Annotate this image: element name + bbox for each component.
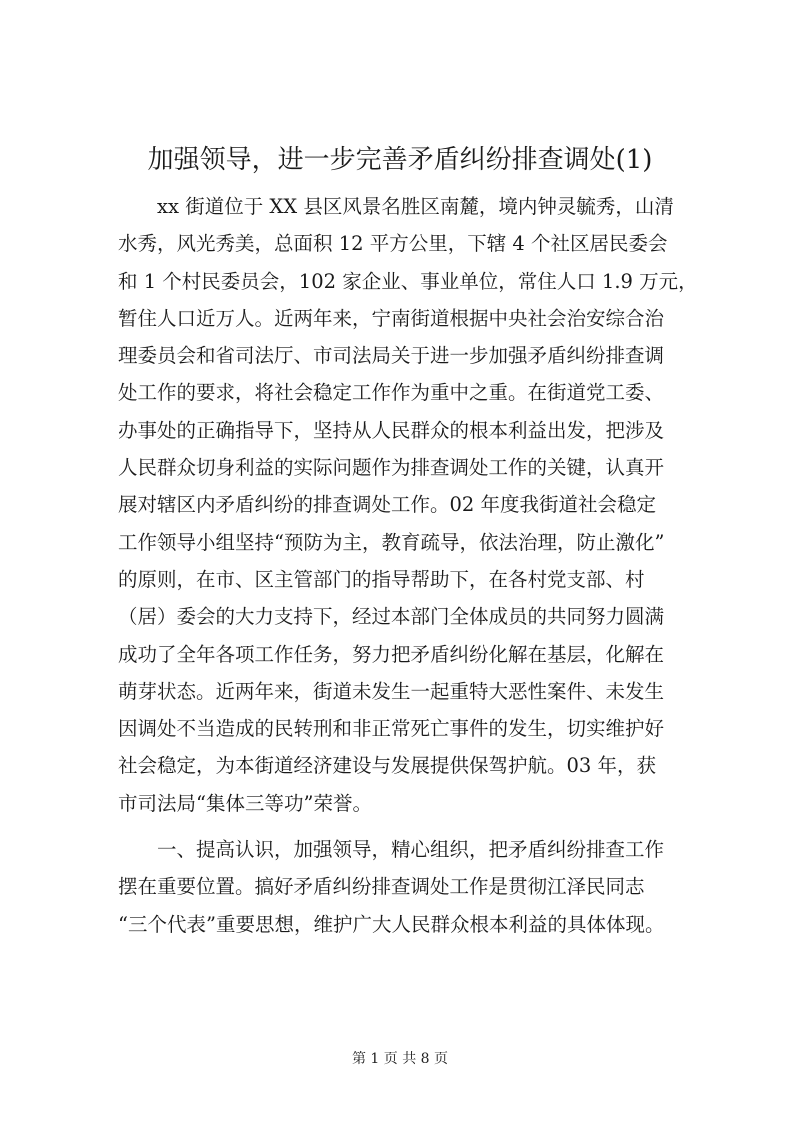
paragraph-line: 和 1 个村民委员会，102 家企业、事业单位，常住人口 1.9 万元，	[118, 269, 698, 293]
paragraph-line: 展对辖区内矛盾纠纷的排查调处工作。02 年度我街道社会稳定	[118, 493, 657, 517]
paragraph-line: 一、提高认识，加强领导，精心组织，把矛盾纠纷排查工作	[157, 838, 665, 862]
paragraph-line: 社会稳定，为本街道经济建设与发展提供保驾护航。03 年，获	[118, 754, 657, 778]
document-title: 加强领导，进一步完善矛盾纠纷排查调处(1)	[147, 145, 653, 175]
paragraph-line: 成功了全年各项工作任务，努力把矛盾纠纷化解在基层，化解在	[118, 642, 665, 666]
paragraph-2	[118, 831, 690, 943]
paragraph-line: xx 街道位于 XX 县区风景名胜区南麓，境内钟灵毓秀，山清	[157, 195, 674, 218]
paragraph-line: 市司法局“集体三等功”荣誉。	[118, 791, 372, 815]
paragraph-line: “三个代表”重要思想，维护广大人民群众根本利益的具体体现。	[118, 912, 665, 936]
paragraph-line: 暂住人口近万人。近两年来，宁南街道根据中央社会治安综合治	[118, 306, 665, 330]
paragraph-line: 工作领导小组坚持“预防为主，教育疏导，依法治理，防止激化”	[118, 530, 665, 554]
paragraph-line: 处工作的要求，将社会稳定工作作为重中之重。在街道党工委、	[118, 381, 665, 405]
paragraph-line: 摆在重要位置。搞好矛盾纠纷排查调处工作是贯彻江泽民同志	[118, 875, 645, 899]
document-body	[118, 188, 698, 943]
paragraph-line: （居）委会的大力支持下，经过本部门全体成员的共同努力圆满	[118, 605, 665, 629]
paragraph-spacer	[118, 822, 690, 831]
paragraph-line: 水秀，风光秀美，总面积 12 平方公里，下辖 4 个社区居民委会	[118, 232, 668, 256]
paragraph-line: 办事处的正确指导下，坚持从人民群众的根本利益出发，把涉及	[118, 418, 665, 442]
paragraph-line: 的原则，在市、区主管部门的指导帮助下，在各村党支部、村	[118, 567, 645, 591]
page-footer: 第 1 页 共 8 页	[351, 1051, 449, 1067]
paragraph-line: 因调处不当造成的民转刑和非正常死亡事件的发生，切实维护好	[118, 717, 665, 741]
paragraph-1	[118, 188, 698, 822]
paragraph-line: 理委员会和省司法厅、市司法局关于进一步加强矛盾纠纷排查调	[118, 344, 665, 368]
paragraph-line: 萌芽状态。近两年来，街道未发生一起重特大恶性案件、未发生	[118, 679, 665, 703]
paragraph-line: 人民群众切身利益的实际问题作为排查调处工作的关键，认真开	[118, 456, 665, 480]
